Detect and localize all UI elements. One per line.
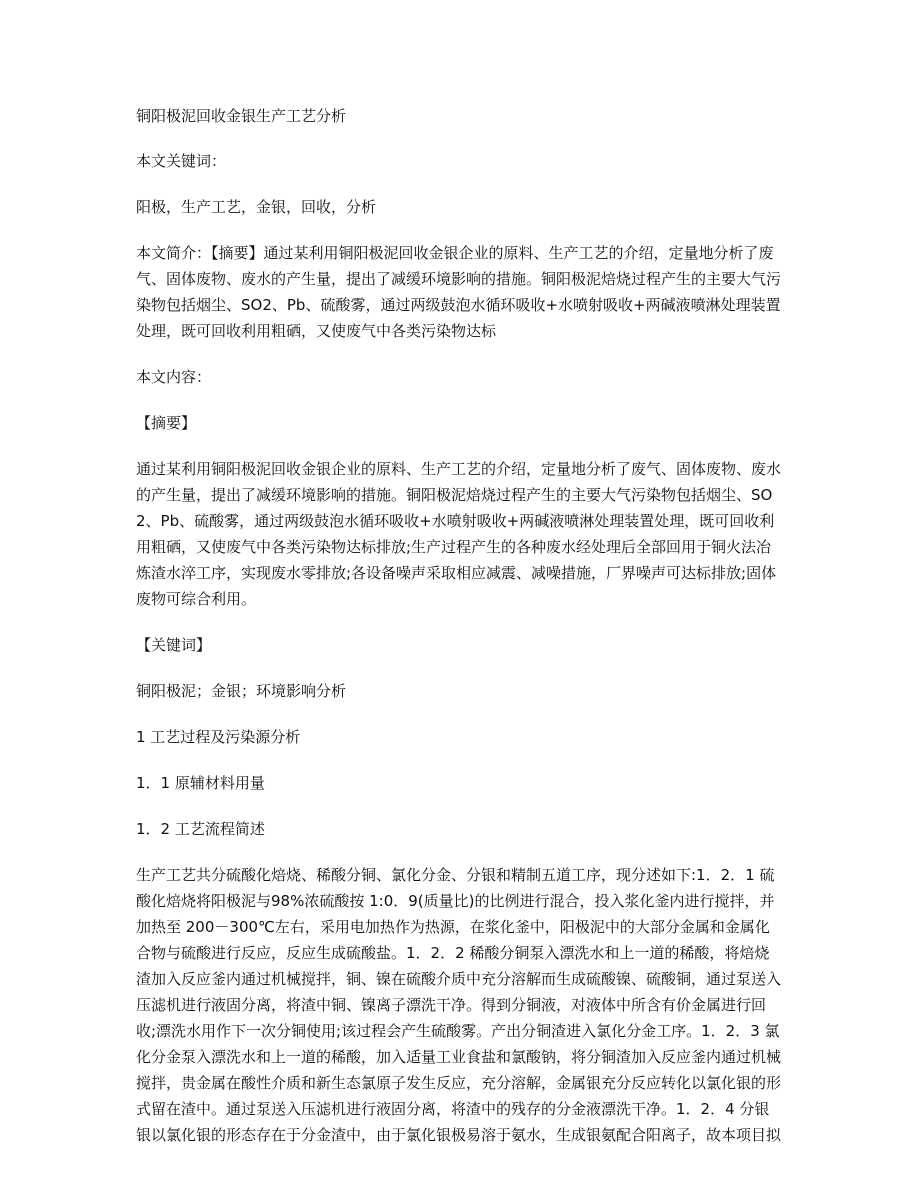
process-paragraph: 生产工艺共分硫酸化焙烧、稀酸分铜、氯化分金、分银和精制五道工序，现分述如下:1．2．1 硫酸化焙烧将阳极泥与98%浓硫酸按 1:0．9(质量比)的比例进行混合，投入浆化釜内进行搅拌，并加热至 200－300℃左右，采用电加热作为热源，在浆化釜中，阳极泥中的大部分金属和金属化合物与硫酸进行反应，反应生成硫酸盐。1．2．2 稀酸分铜泵入漂洗水和上一道的稀酸，将焙烧渣加入反应釜内通过机械搅拌，铜、镍在硫酸介质中充分溶解而生成硫酸镍、硫酸铜，通过泵送入压滤机进行液固分离，将渣中铜、镍离子漂洗干净。得到分铜液，对液体中所含有价金属进行回收;漂洗水用作下一次分铜使用;该过程会产生硫酸雾。产出分铜渣进入氯化分金工序。1．2．3 氯化分金泵入漂洗水和上一道的稀酸，加入适量工业食盐和氯酸钠，将分铜渣加入反应釜内通过机械搅拌，贵金属在酸性介质和新生态氯原子发生反应，充分溶解，金属银充分反应转化以氯化银的形式留在渣中。通过泵送入压滤机进行液固分离，将渣中的残存的分金液漂洗干净。1．2．4 分银银以氯化银的形态存在于分金渣中，由于氯化银极易溶于氨水，生成银氨配合阳离子，故本项目拟 <box>136 866 782 1144</box>
content-label: 本文内容： <box>136 368 212 386</box>
keywords-heading: 【关键词】 <box>136 636 212 654</box>
keywords-label: 本文关键词： <box>136 152 227 170</box>
section-heading-1: 1 工艺过程及污染源分析 <box>136 728 301 746</box>
section-heading-1-2: 1．2 工艺流程简述 <box>136 820 265 838</box>
section-heading-1-1: 1．1 原辅材料用量 <box>136 774 265 792</box>
keywords-list: 铜阳极泥；金银；环境影响分析 <box>136 682 347 700</box>
intro-paragraph: 本文简介：【摘要】通过某利用铜阳极泥回收金银企业的原料、生产工艺的介绍，定量地分析了废气、固体废物、废水的产生量，提出了减缓环境影响的措施。铜阳极泥焙烧过程产生的主要大气污染物包括烟尘、SO2、Pb、硫酸雾，通过两级鼓泡水循环吸收+水喷射吸收+两碱液喷淋处理装置处理，既可回收利用粗硒，又使废气中各类污染物达标 <box>136 244 782 340</box>
abstract-heading: 【摘要】 <box>136 414 197 432</box>
document-title: 铜阳极泥回收金银生产工艺分析 <box>136 107 347 125</box>
abstract-paragraph: 通过某利用铜阳极泥回收金银企业的原料、生产工艺的介绍，定量地分析了废气、固体废物、废水的产生量，提出了减缓环境影响的措施。铜阳极泥焙烧过程产生的主要大气污染物包括烟尘、SO2、Pb、硫酸雾，通过两级鼓泡水循环吸收+水喷射吸收+两碱液喷淋处理装置处理，既可回收利用粗硒，又使废气中各类污染物达标排放;生产过程产生的各种废水经处理后全部回用于铜火法冶炼渣水淬工序，实现废水零排放;各设备噪声采取相应减震、减噪措施，厂界噪声可达标排放;固体废物可综合利用。 <box>136 460 782 608</box>
document-page <box>136 103 784 1168</box>
keywords-text: 阳极，生产工艺，金银，回收，分析 <box>136 198 377 216</box>
